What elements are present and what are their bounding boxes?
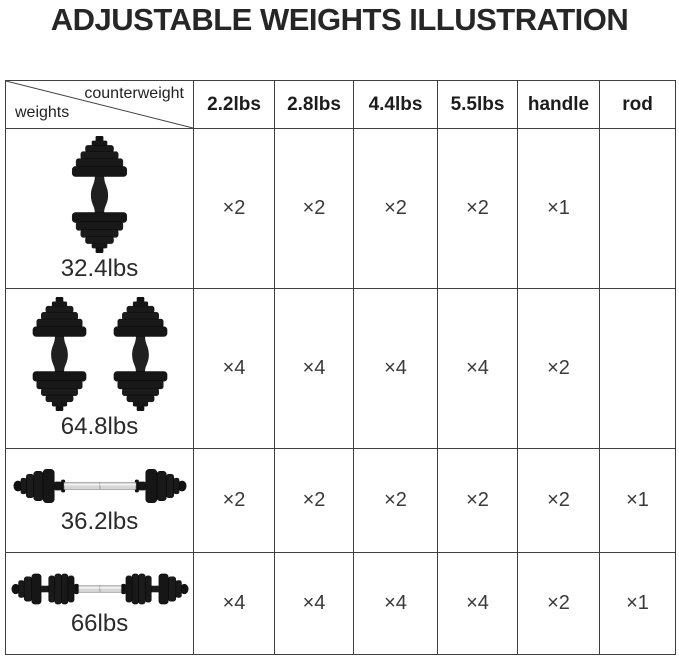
dumbbell-pair-illustration bbox=[23, 297, 177, 411]
weight-label: 32.4lbs bbox=[60, 254, 139, 282]
value-cell: ×1 bbox=[600, 553, 676, 655]
value-cell bbox=[600, 289, 676, 449]
weight-label: 64.8lbs bbox=[60, 413, 139, 441]
value-cell: ×2 bbox=[438, 449, 518, 553]
value-cell bbox=[600, 129, 676, 289]
value-cell: ×2 bbox=[518, 553, 600, 655]
value-cell: ×2 bbox=[438, 129, 518, 289]
col-header-2-8lbs: 2.8lbs bbox=[275, 81, 354, 129]
value-cell: ×2 bbox=[354, 129, 438, 289]
value-cell: ×4 bbox=[354, 553, 438, 655]
value-cell: ×4 bbox=[438, 553, 518, 655]
col-header-2-2lbs: 2.2lbs bbox=[194, 81, 275, 129]
value-cell: ×4 bbox=[275, 289, 354, 449]
barbell-double-plates-illustration bbox=[11, 570, 189, 608]
dumbbell-left-illustration bbox=[23, 297, 96, 411]
page-title: ADJUSTABLE WEIGHTS ILLUSTRATION bbox=[50, 2, 629, 37]
corner-header-cell bbox=[6, 81, 194, 129]
value-cell: ×2 bbox=[275, 129, 354, 289]
value-cell: ×2 bbox=[194, 449, 275, 553]
value-cell: ×2 bbox=[518, 289, 600, 449]
weight-cell-row2 bbox=[6, 289, 194, 449]
value-cell: ×4 bbox=[275, 553, 354, 655]
value-cell: ×4 bbox=[194, 289, 275, 449]
corner-label-weights: weights bbox=[15, 104, 70, 121]
col-header-rod: rod bbox=[600, 81, 676, 129]
weight-label: 66lbs bbox=[70, 610, 129, 638]
single-dumbbell-illustration bbox=[62, 136, 137, 253]
col-header-handle: handle bbox=[518, 81, 600, 129]
weight-cell-row1 bbox=[6, 129, 194, 289]
weight-cell-row3 bbox=[6, 449, 194, 553]
weight-label: 36.2lbs bbox=[60, 508, 139, 536]
value-cell: ×2 bbox=[194, 129, 275, 289]
weight-cell-row4 bbox=[6, 553, 194, 655]
value-cell: ×4 bbox=[354, 289, 438, 449]
dumbbell-right-illustration bbox=[104, 297, 177, 411]
value-cell: ×2 bbox=[275, 449, 354, 553]
weights-table bbox=[5, 80, 676, 655]
value-cell: ×2 bbox=[518, 449, 600, 553]
corner-label-counterweight: counterweight bbox=[84, 85, 184, 102]
col-header-4-4lbs: 4.4lbs bbox=[354, 81, 438, 129]
value-cell: ×1 bbox=[600, 449, 676, 553]
barbell-illustration bbox=[13, 466, 187, 506]
col-header-5-5lbs: 5.5lbs bbox=[438, 81, 518, 129]
value-cell: ×2 bbox=[354, 449, 438, 553]
value-cell: ×4 bbox=[438, 289, 518, 449]
value-cell: ×1 bbox=[518, 129, 600, 289]
value-cell: ×4 bbox=[194, 553, 275, 655]
